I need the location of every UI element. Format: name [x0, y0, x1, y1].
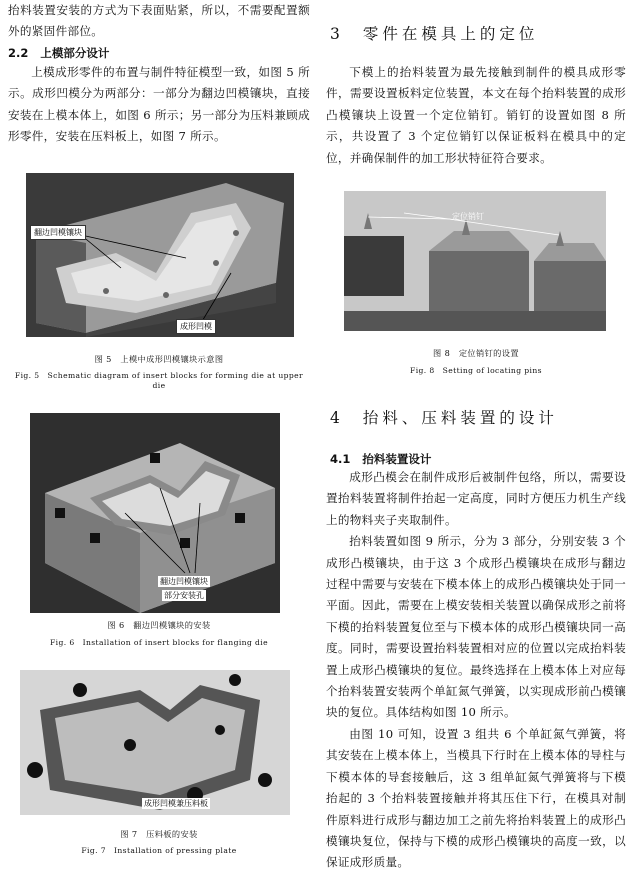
figure-5-label-flanging-insert: 翻边凹模镶块	[30, 225, 86, 240]
section-4-1-paragraph-3: 由图 10 可知，设置 3 组共 6 个单缸氮气弹簧，将其安装在上模本体上，当模具下行时在上模本体的导柱与下模本体的导套接触后，这 3 组单缸氮气弹簧将与下模抬起的 3 个抬料装置接触并将其压住下行，在模具对制件原料进行成形与翻边加工之前先将抬料装置上的成形凸模镶块复位，保持与下模的成形凸模镶块的高度一致，以保证成形质量。	[326, 726, 626, 870]
figure-8-label-locating-pin: 定位销钉	[452, 212, 484, 221]
section-2-2-heading	[8, 45, 109, 61]
section-number: 4.1	[330, 452, 351, 466]
figure-5-label-forming-die: 成形凹模	[176, 319, 216, 334]
figure-8-caption-cn: 图 8 定位销钉的设置	[433, 348, 519, 358]
figure-5-caption-cn: 图 5 上模中成形凹模镶块示意图	[94, 354, 224, 364]
section-4-1-paragraph-1: 成形凸模会在制件成形后被制件包络，所以，需要设置抬料装置将制件抬起一定高度，同时方便压力机生产线上的物料夹子夹取制件。	[326, 470, 626, 527]
section-3-heading	[330, 22, 538, 44]
figure-5-image	[26, 173, 294, 337]
section-2-2-paragraph: 上模成形零件的布置与制件特征模型一致，如图 5 所示。成形凹模分为两部分：一部分为翻边凹模镶块，直接安装在上模本体上，如图 6 所示；另一部分为压料兼顾成形零件，安装在压料板上，如图 7 所示。	[8, 65, 310, 144]
section-4-1-body	[326, 467, 626, 874]
figure-5-caption-en: Fig. 5 Schematic diagram of insert blocks for forming die at upper die	[14, 371, 304, 390]
figure-7-label-pressing-plate: 成形凹模兼压料板	[144, 799, 208, 808]
figure-7-caption-cn: 图 7 压料板的安装	[120, 829, 198, 839]
figure-6-caption-cn: 图 6 翻边凹模镶块的安装	[107, 620, 211, 630]
section-number: 2.2	[8, 46, 29, 60]
intro-paragraph: 抬料装置安装的方式为下表面贴紧，所以，不需要配置额外的紧固件部位。	[8, 3, 310, 39]
section-title: 抬料、压料装置的设计	[362, 409, 558, 427]
figure-7-caption-en: Fig. 7 Installation of pressing plate	[81, 846, 237, 855]
section-number: 4	[330, 409, 344, 427]
figure-8-image	[344, 191, 606, 331]
section-title: 上模部分设计	[40, 46, 110, 60]
section-4-1-paragraph-2: 抬料装置如图 9 所示，分为 3 部分，分别安装 3 个成形凸模镶块，由于这 3 个成形凸模镶块在成形与翻边过程中需要与安装在下模本体上的成形凸模镶块处于同一平面。因此，需要在上模安装相关装置以确保成形之前将下模的抬料装置复位至与下模本体的成形凸模镶块同一高度。同时，需要设置抬料装置相对应的位置以完成抬料装置上成形凸模镶块的复位。最终选择在上模本体上对应每个抬料装置安装两个单缸氮气弹簧，以实现成形前凸模镶块的复位。具体结构如图 10 所示。	[326, 534, 626, 720]
section-3-paragraph: 下模上的抬料装置为最先接触到制件的模具成形零件，需要设置板料定位装置，本文在每个抬料装置的成形凸模镶块上设置一个定位销钉。销钉的设置如图 8 所示，共设置了 3 个定位销钉以保证板料在模具中的定位，并确保制件的加工形状特征符合要求。	[326, 65, 626, 165]
section-title: 零件在模具上的定位	[362, 25, 539, 43]
figure-6-drawing	[30, 413, 280, 613]
section-4-heading	[330, 406, 558, 428]
figure-5-drawing	[26, 173, 294, 337]
figure-6-label-mount-holes: 部分安装孔	[164, 591, 204, 600]
figure-7-image	[20, 670, 290, 815]
section-4-1-heading	[330, 451, 431, 467]
figure-6-caption-en: Fig. 6 Installation of insert blocks for flanging die	[49, 638, 269, 647]
figure-8-caption-en: Fig. 8 Setting of locating pins	[410, 366, 542, 375]
figure-7-drawing	[20, 670, 290, 815]
section-number: 3	[330, 25, 344, 43]
figure-6-image	[30, 413, 280, 613]
section-title: 抬料装置设计	[362, 452, 432, 466]
figure-6-label-flanging-insert: 翻边凹模镶块	[160, 577, 208, 586]
